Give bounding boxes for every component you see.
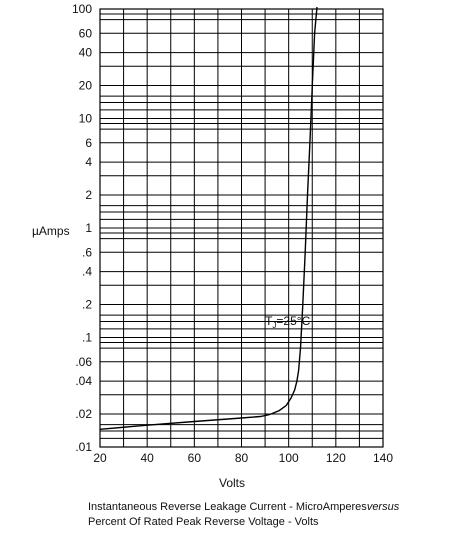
y-tick-label: 6 (85, 135, 92, 150)
y-tick-label: 2 (85, 188, 92, 203)
y-tick-label: .6 (81, 245, 92, 260)
y-tick-label: .2 (81, 297, 92, 312)
y-tick-label: 10 (78, 111, 92, 126)
x-tick-label: 20 (93, 451, 107, 465)
temperature-annotation: $T_J=25^\circ C$ (265, 314, 311, 331)
y-axis-label: µAmps (32, 224, 70, 238)
x-tick-label: 100 (278, 451, 299, 465)
x-tick-label: 40 (140, 451, 154, 465)
caption-versus: versus (366, 501, 400, 513)
chart-grid (100, 9, 383, 447)
y-tick-label: 40 (78, 45, 92, 60)
y-tick-label: 4 (85, 155, 92, 170)
y-tick-label: .06 (75, 354, 92, 369)
y-axis-ticks (72, 2, 92, 454)
y-tick-label: 20 (78, 78, 92, 93)
caption-line-2: Percent Of Rated Peak Reverse Voltage - Volts (88, 516, 319, 528)
x-tick-label: 80 (234, 451, 249, 465)
x-tick-label: 120 (325, 451, 346, 465)
y-tick-label: .04 (75, 374, 92, 389)
y-tick-label: .4 (81, 264, 92, 279)
y-tick-label: .01 (75, 440, 92, 454)
series-line (100, 7, 317, 429)
x-axis-label: Volts (218, 476, 246, 490)
x-tick-label: 140 (372, 451, 394, 465)
y-tick-label: .02 (75, 407, 92, 422)
x-axis-ticks (93, 451, 393, 465)
y-tick-label: 1 (85, 221, 92, 235)
caption-line-1-text: Instantaneous Reverse Leakage Current - MicroAmperes (88, 501, 367, 513)
y-tick-label: 100 (71, 2, 92, 16)
y-tick-label: 60 (78, 26, 92, 41)
caption-line-1 (88, 500, 468, 515)
x-tick-label: 60 (187, 451, 202, 465)
y-tick-label: .1 (81, 330, 92, 345)
